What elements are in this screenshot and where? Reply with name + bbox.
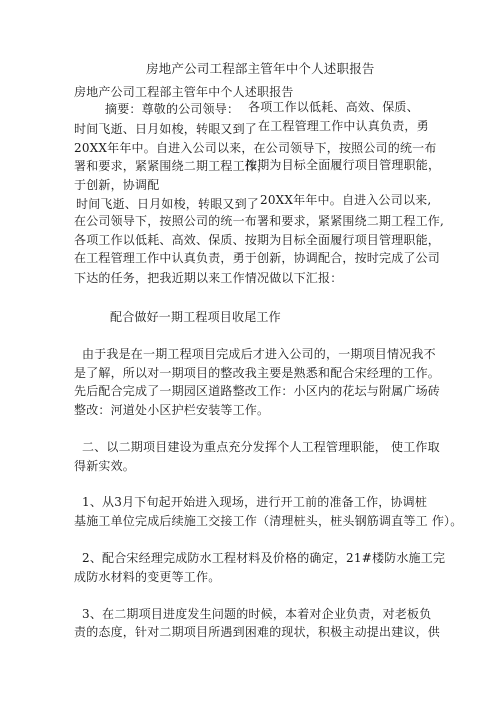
text-line: 摘要：尊敬的公司领导： [105,102,240,116]
text-line: 由于我是在一期工程项目完成后才进入公司的，一期项目情况我不 [82,347,436,361]
text-line: 各项工作以低耗、高效、保质、 [248,100,419,114]
text-line: 各项工作以低耗、高效、保质、按期为目标全面履行项目管理职能， [74,233,441,247]
text-line: 是了解，所以对一期项目的整改我主要是熟悉和配合宋经理的工作。 [74,366,441,380]
text-line: 成防水材料的变更等工作。 [74,570,221,584]
text-line: 得新实效。 [74,459,136,473]
text-line: 20XX年年中。自进入公司以来, [260,193,432,207]
text-line: 按期为目标全面履行项目管理职能， [245,158,441,172]
text-line: 在工程管理工作中认真负责，勇于创新，协调配合，按时完成了公司 [74,251,441,265]
text-line: 2、配合宋经理完成防水工程材料及价格的确定，21#楼防水施工完 [82,551,446,565]
document-subtitle: 房地产公司工程部主管年中个人述职报告 [74,85,294,99]
text-line: 1、从3月下旬起开始进入现场，进行开工前的准备工作，协调桩 [82,495,428,509]
text-line: 在公司领导下，按照公司的统一布署和要求，紧紧围绕二期工程工作, [74,214,445,228]
section-heading: 配合做好一期工程项目收尾工作 [110,310,281,324]
document-title: 房地产公司工程部主管年中个人述职报告 [146,61,375,76]
text-line: 责的态度，针对二期项目所遇到困难的现状，积极主动提出建议，供 [74,625,441,639]
text-line: 于创新，协调配 [74,178,160,192]
text-line: 20XX年年中。自进入公司以来，在公司领导下，按照公司的统一布 [74,141,437,155]
text-line: 3、在二期项目进度发生问题的时候，本着对企业负责，对老板负 [82,607,432,621]
text-line: 先后配合完成了一期园区道路整改工作：小区内的花坛与附属广场砖 [74,384,441,398]
text-line: 在工程管理工作中认真负责，勇 [258,119,429,133]
text-line: 署和要求，紧紧围绕二期工程工作， [74,159,270,173]
text-line: 时间飞逝、日月如梭，转眼又到了 [74,122,258,136]
text-line: 整改：河道处小区护栏安装等工作。 [74,403,270,417]
section-heading: 二、以二期项目建设为重点充分发挥个人工程管理职能， 使工作取 [82,440,440,454]
text-line: 时间飞逝、日月如梭，转眼又到了 [76,197,260,211]
text-line: 基施工单位完成后续施工交接工作（清理桩头，桩头钢筋调直等工 作）。 [74,514,463,528]
text-line: 下达的任务，把我近期以来工作情况做以下汇报： [74,271,343,285]
